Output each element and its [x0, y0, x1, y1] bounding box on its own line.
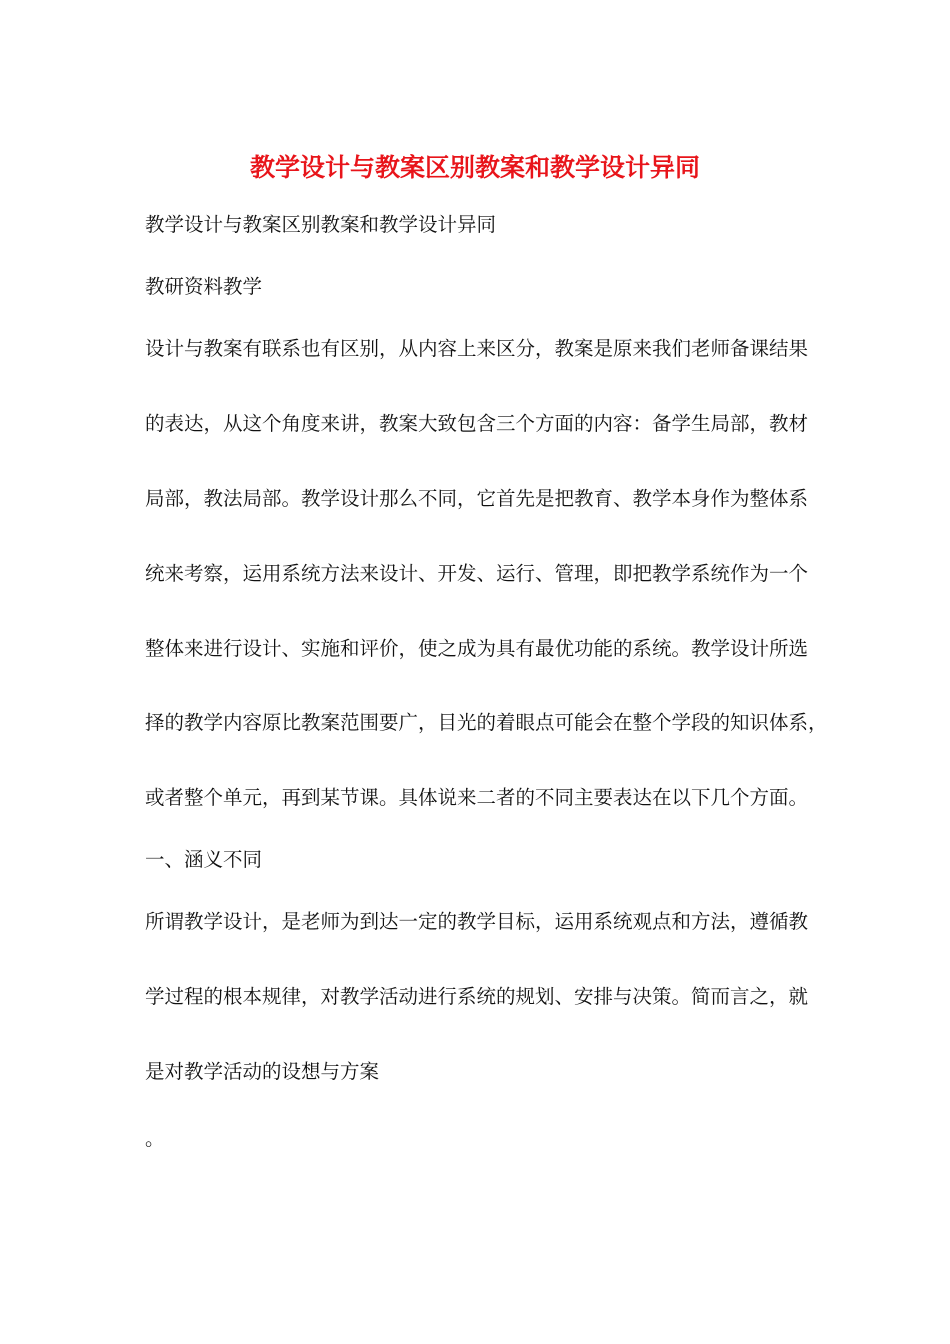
- paragraph-line: 统来考察，运用系统方法来设计、开发、运行、管理，即把教学系统作为一个: [145, 562, 809, 585]
- paragraph-line: 学过程的根本规律，对教学活动进行系统的规划、安排与决策。简而言之，就: [145, 985, 809, 1008]
- paragraph-line: 设计与教案有联系也有区别，从内容上来区分，教案是原来我们老师备课结果: [145, 337, 809, 360]
- subtitle-line: 教学设计与教案区别教案和教学设计异同: [145, 213, 497, 236]
- paragraph-line: 或者整个单元，再到某节课。具体说来二者的不同主要表达在以下几个方面。: [145, 786, 809, 809]
- paragraph-line: 所谓教学设计，是老师为到达一定的教学目标，运用系统观点和方法，遵循教: [145, 910, 809, 933]
- paragraph-line: 的表达，从这个角度来讲，教案大致包含三个方面的内容：备学生局部，教材: [145, 412, 809, 435]
- document-title: 教学设计与教案区别教案和教学设计异同: [249, 153, 700, 182]
- paragraph-line: 局部，教法局部。教学设计那么不同，它首先是把教育、教学本身作为整体系: [145, 487, 809, 510]
- paragraph-line: 择的教学内容原比教案范围要广，目光的着眼点可能会在整个学段的知识体系，: [145, 711, 828, 734]
- paragraph-line: 整体来进行设计、实施和评价，使之成为具有最优功能的系统。教学设计所选: [145, 637, 809, 660]
- category-line: 教研资料教学: [145, 275, 263, 298]
- section-heading: 一、涵义不同: [145, 848, 263, 871]
- paragraph-line: 是对教学活动的设想与方案: [145, 1060, 380, 1083]
- paragraph-line: 。: [145, 1127, 165, 1150]
